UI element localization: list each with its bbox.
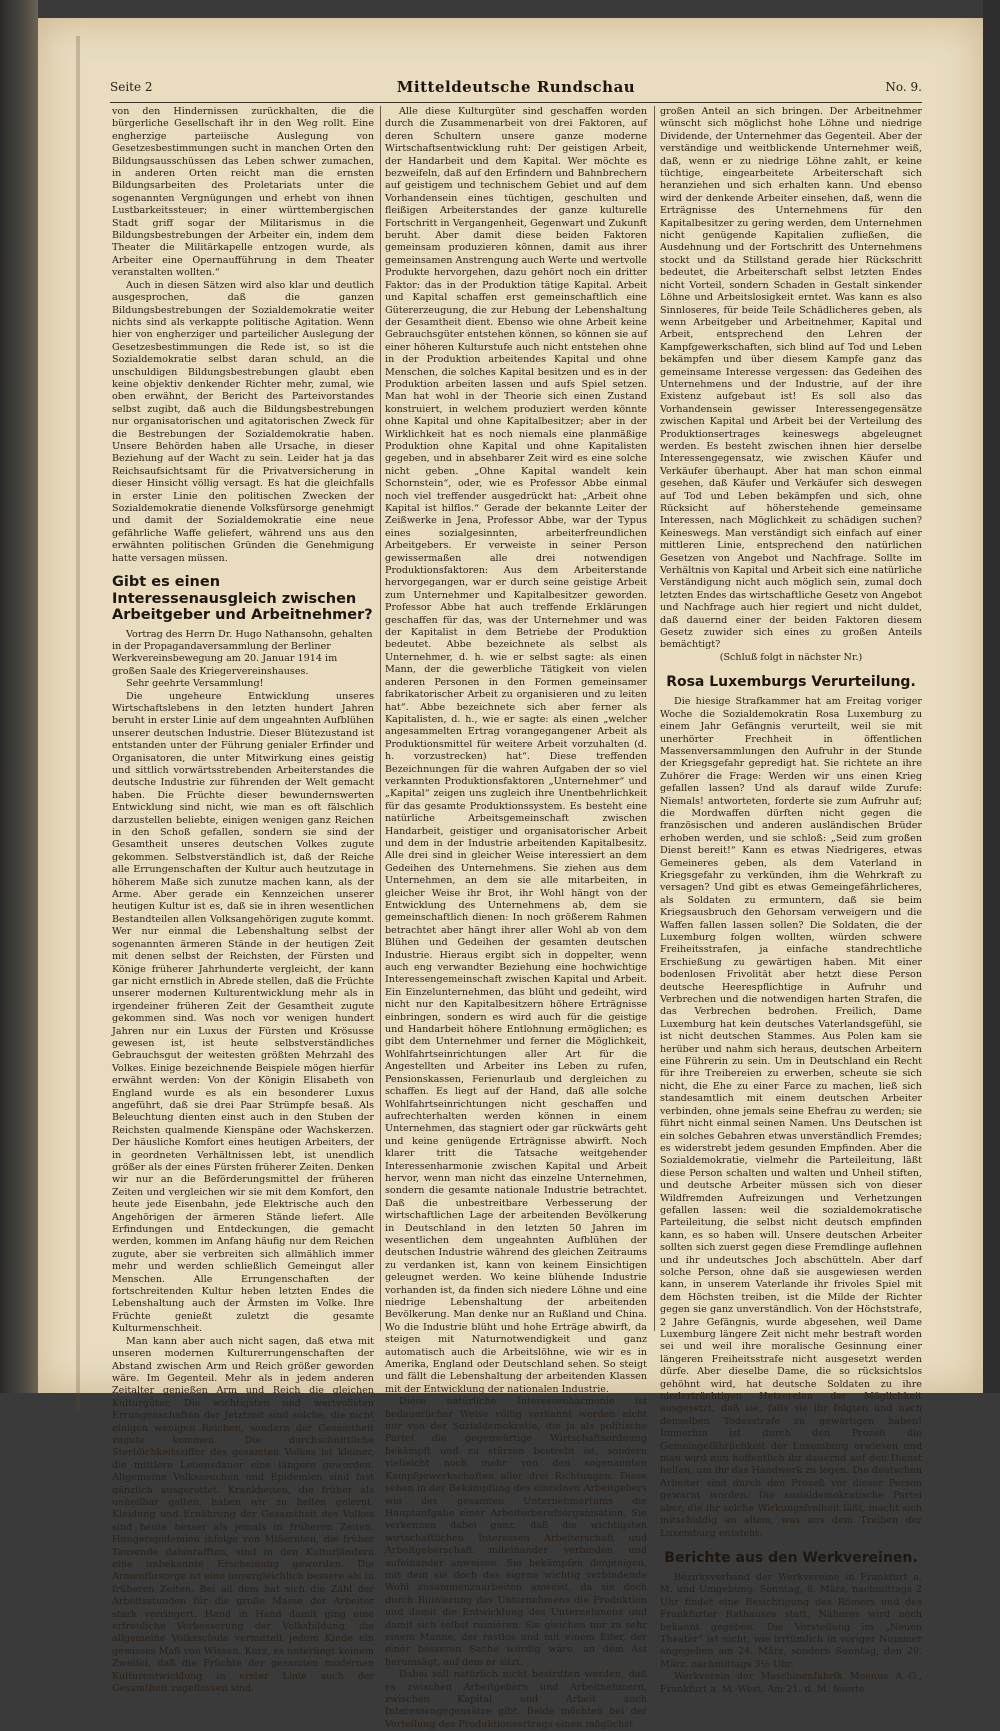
page-number: Seite 2: [110, 80, 153, 94]
article-heading: Rosa Luxemburgs Verurteilung.: [666, 674, 916, 691]
article-subheading: Vortrag des Herrn Dr. Hugo Nathansohn, gehalten in der Propagandaversammlung der Berliner Werkvereinsbewegung am 20. Januar 1914 im großen Saale des Kriegervereinshauses.: [112, 628, 373, 677]
section-heading: Berichte aus den Werkvereinen.: [664, 1549, 918, 1566]
column-2: [385, 106, 647, 1730]
paragraph: Dabei soll natürlich nicht bestritten werden, daß es zwischen Arbeitgebern und Arbeitnehmern, zwischen Kapital und Arbeit auch Interessengegensätze gibt. Beide möchten bei der Verteilung des Produktionsertrags einen möglichst: [385, 1669, 647, 1730]
continuation-note: (Schluß folgt in nächster Nr.): [719, 651, 863, 663]
paragraph: Man kann aber auch nicht sagen, daß etwa mit unseren modernen Kulturerrungenschaften der Abstand zwischen Arm und Reich größer geworden wäre. Im Gegenteil. Mehr als in jedem anderen Zeitalter genießen Arm und Reich die gleichen Kulturgüter. Die wichtigsten und wertvollsten Errungenschaften der Jetztzeit sind solche, die nicht einigen wenigen Reichen, sondern der Gesamtheit zugute kommen. Die durchschnittliche Sterblichkeitsziffer des gesamten Volkes ist kleiner, die mittlere Lebensdauer eine längere geworden. Allgemeine Volksseuchen und Epidemien sind fast gänzlich ausgerottet. Krankheiten, die früher als unheilbar galten, haben wir zu heilen gelernt. Kleidung und Ernährung der Gesamtheit des Volkes sind heute besser als jemals in früheren Zeiten. Hungerepidemien infolge von Mißernten, die früher Tausende dahinrafften, sind in den Kulturländern eine unbekannte Erscheinung geworden. Die Armenfürsorge ist eine unvergleichlich bessere als in früheren Zeiten. Bei all dem hat sich die Zahl der Arbeitsstunden für die große Masse der Arbeiter stark verringert. Hand in Hand damit ging eine erfreuliche Verbesserung der Volksbildung, die allgemeine Volksschule vermittelt jedem Kinde ein gewisses Maß von Wissen. Kurz, es unterliegt keinem Zweifel, daß die Früchte der gesamten modernen Kulturentwicklung in erster Linie auch der Gesamtheit zugeflossen sind.: [112, 1335, 374, 1695]
page-header: [110, 78, 922, 100]
paragraph: Sehr geehrte Versammlung!: [126, 678, 264, 690]
paragraph: Die ungeheure Entwicklung unseres Wirtschaftslebens in den letzten hundert Jahren beruht in erster Linie auf dem ungeahnten Aufblühen unserer deutschen Industrie. Dieser Blütezustand ist entstanden unter der Führung genialer Erfinder und Organisatoren, die unter Mitwirkung eines geistig und sittlich vorwärtsstrebenden Arbeiterstandes die deutsche Industrie zur führenden der Welt gemacht haben. Die Früchte dieser bewundernswerten Entwicklung sind nicht, wie man es oft fälschlich darzustellen beliebte, einigen wenigen ganz Reichen in den Schoß gefallen, sondern sie sind der Gesamtheit unseres deutschen Volkes zugute gekommen. Selbstverständlich ist, daß der Reiche alle Errungenschaften der Kultur auch heutzutage in höherem Maße sich zunutze machen kann, als der Arme. Aber gerade ein Kennzeichen unserer heutigen Kultur ist es, daß sie in ihren wesentlichen Bestandteilen allen Volksangehörigen zugute kommt. Wer nur einmal die Lebenshaltung selbst der sogenannten ärmeren Stände in der heutigen Zeit mit denen selbst der Reichsten, der Fürsten und Könige früherer Jahrhunderte vergleicht, der kann gar nicht ernstlich in Abrede stellen, daß die Früchte unserer modernen Kulturentwicklung mehr als in irgendeiner früheren Zeit der Gesamtheit zugute gekommen sind. Was noch vor wenigen hundert Jahren nur ein Luxus der Fürsten und Krösusse gewesen ist, ist heute selbstverständliches Gebrauchsgut der weitesten größten Mehrzahl des Volkes. Einige bezeichnende Beispiele mögen hierfür erwähnt werden: Von der Königin Elisabeth von England wurde es als ein besonderer Luxus angeführt, daß sie drei Paar Strümpfe besaß. Als Beleuchtung dienten einst auch in den Stuben der Reichsten qualmende Kienspäne oder Wachskerzen. Der häusliche Komfort eines heutigen Arbeiters, der in geordneten Verhältnissen lebt, ist unendlich größer als der eines Fürsten früherer Zeiten. Denken wir nur an die Beförderungsmittel der früheren Zeiten und vergleichen wir sie mit dem Komfort, den heute jede Eisenbahn, jede Elektrische auch den Angehörigen der ärmeren Stände liefert. Alle Erfindungen und Entdeckungen, die gemacht werden, kommen im Anfang häufig nur dem Reichen zugute, aber sie verbreiten sich allmählich immer mehr und werden schließlich Gemeingut aller Menschen. Alle Errungenschaften der fortschreitenden Kultur heben letzten Endes die Lebenshaltung auch der Ärmsten im Volke. Ihre Früchte genießt zuletzt die gesamte Kulturmenschheit.: [112, 690, 374, 1335]
masthead-title: Mitteldeutsche Rundschau: [396, 78, 636, 96]
page-gutter: [76, 36, 80, 1411]
column-3: [660, 106, 923, 1695]
paragraph: von den Hindernissen zurückhalten, die die bürgerliche Gesellschaft ihr in den Weg rollt. Eine engherzige parteiische Auslegung von Gesetzesbestimmungen sucht in manchen Orten den Bildungsausschüssen das Leben schwer zumachen, in anderen Orten reicht man die ernsten Bildungsarbeiten des Proletariats unter die sogenannten Vergnügungen und erhebt von ihnen Lustbarkeitssteuer; in einer württembergischen Stadt griff sogar der Militarismus in die Bildungsbestrebungen der Arbeiter ein, indem dem Theater die Militärkapelle entzogen wurde, als Arbeiter eine Opernaufführung in dem Theater veranstalten wollten.“: [112, 106, 374, 279]
book-binding: [0, 0, 38, 1393]
paragraph: Auch in diesen Sätzen wird also klar und deutlich ausgesprochen, daß die ganzen Bildungsbestrebungen der Sozialdemokratie weiter nichts sind als verkappte politische Agitation. Wenn hier von engherziger und parteilicher Auslegung der Gesetzesbestimmungen die Rede ist, so ist die Sozialdemokratie selbst daran schuld, an die unschuldigen Bildungsbestrebungen glaubt eben keine objektiv denkender Richter mehr, zumal, wie oben erwähnt, der Bericht des Parteivorstandes selbst zugibt, daß auch die Bildungsbestrebungen nur organisatorischen und agitatorischen Zweck für die Bestrebungen der Sozialdemokratie haben. Unsere Behörden haben alle Ursache, in dieser Beziehung auf der Wacht zu sein. Leider hat ja das Reichsaufsichtsamt für die Privatversicherung in dieser Hinsicht völlig versagt. Es hat die gleichfalls in erster Linie den politischen Zwecken der Sozialdemokratie dienende Volksfürsorge genehmigt und damit der Sozialdemokratie eine neue gefährliche Waffe geliefert, während uns aus den erwähnten politischen Gründen die Genehmigung hatte versagen müssen.: [112, 279, 374, 564]
paragraph: Diese natürliche Interessenharmonie ist bedauerlicher Weise völlig verkannt worden nicht nur von der Sozialdemokratie, die ja als politische Partei die gegenwärtige Wirtschaftsordnung bekämpft und zu stürzen bestrebt ist, sondern vielleicht noch mehr von den sogenannten Kampfgewerkschaften aller drei Richtungen. Diese sehen in der Bekämpfung des einzelnen Arbeitgebers wie des gesamten Unternehmertums die Hauptaufgabe einer Arbeiterberufsorganisation. Sie verkennen dabei ganz, daß die wichtigsten wirtschaftlichen Interessen Arbeiterschaft und Arbeitgeberschaft miteinander verbinden und aufeinander anweisen. Sie bekämpfen denjenigen, mit dem sie doch das eigene wichtig verbindende Wohl zusammenzuarbeiten anweist, da sie doch durch Ruinierung des Unternehmens die Produktion und damit die Entwicklung des Unternehmens und damit sich selbst ruinieren. Sie gleichen nur zu sehr einem Manne, der rastlos und mit einem Eifer, der einer besseren Sache würdig wäre, an dem Ast herumsägt, auf dem er sitzt.: [385, 1396, 647, 1668]
column-divider: [380, 106, 381, 1331]
paragraph: Bezirksverband der Werkvereine in Frankfurt a. M. und Umgebung. Sonntag, 8. März, nachmittags 2 Uhr findet eine Besichtigung des Römers und des Frankfurter Rathauses statt. Näheres wird noch bekannt gegeben. Die Vorstellung im „Neuen Theater“ ist nicht, wie irrtümlich in voriger Nummer angegeben am 24. März, sondern Sonntag, den 29. März, nachmittags 3½ Uhr.: [660, 1571, 922, 1670]
paragraph: Werkverein der Maschinenfabrik Moenus A.-G., Frankfurt a. M.-West. Am 21. d. M. feierte: [660, 1671, 922, 1695]
article-heading: Gibt es einen Interessenausgleich zwischen Arbeitgeber und Arbeitnehmer?: [112, 574, 373, 624]
paragraph: großen Anteil an sich bringen. Der Arbeitnehmer wünscht sich möglichst hohe Löhne und niedrige Dividende, der Unternehmer das Gegenteil. Aber der verständige und weitblickende Unternehmer weiß, daß, wenn er zu niedrige Löhne zahlt, er keine tüchtige, eingearbeitete Arbeiterschaft sich heranziehen und sich erhalten kann. Und ebenso wird der denkende Arbeiter einsehen, daß, wenn die Erträgnisse des Unternehmens für den Kapitalbesitzer zu gering werden, dem Unternehmen nicht genügende Kapitalien zufließen, die Ausdehnung und der Fortschritt des Unternehmens stockt und da Stillstand gerade hier Rückschritt bedeutet, die Arbeiterschaft selbst letzten Endes nicht Vorteil, sondern Schaden in Gestalt sinkender Löhne und Arbeitslosigkeit erntet. Was kann es also Sinnloseres, für beide Teile Schädlicheres geben, als wenn Arbeitgeber und Arbeitnehmer, Kapital und Arbeit, entsprechend den Lehren der Kampfgewerkschaften, sich blind auf Tod und Leben bekämpfen und über diesem Kampfe ganz das gemeinsame Interesse vergessen: das Gedeihen des Unternehmens und der Industrie, auf der ihre Existenz aufgebaut ist! Es soll also das Vorhandensein gewisser Interessengegensätze zwischen Kapital und Arbeit bei der Verteilung des Produktionsertrages keineswegs abgeleugnet werden. Es besteht zwischen ihnen hier derselbe Interessengegensatz, wie zwischen Käufer und Verkäufer überhaupt. Aber hat man schon einmal gesehen, daß Käufer und Verkäufer sich deswegen auf Tod und Leben bekämpfen und sich, ohne Rücksicht auf höherstehende gemeinsame Interessen, nach Möglichkeit zu schädigen suchen? Keineswegs. Man verständigt sich einfach auf einer mittleren Linie, entsprechend den natürlichen Gesetzen von Angebot und Nachfrage. Sollte im Verhältnis von Kapital und Arbeit sich eine natürliche Verständigung nicht auch möglich sein, zumal doch letzten Endes das wirtschaftliche Gesetz von Angebot und Nachfrage auch hier regiert und nicht duldet, daß dauernd einer der beiden Faktoren diesem Gesetz zuwider sich eines zu großen Anteils bemächtigt?: [660, 106, 922, 651]
column-divider: [654, 106, 655, 1331]
page-edge-shadow: [983, 0, 1000, 1393]
header-rule: [110, 102, 922, 103]
paragraph: Alle diese Kulturgüter sind geschaffen worden durch die Zusammenarbeit von drei Faktoren, auf deren Schultern unsere ganze moderne Wirtschaftsentwicklung ruht: Der geistigen Arbeit, der Handarbeit und dem Kapital. Wer möchte es bezweifeln, daß auf den Erfindern und Bahnbrechern auf geistigem und technischem Gebiet und auf dem Vorhandensein eines tüchtigen, geschulten und fleißigen Arbeiterstandes der ganze kulturelle Fortschritt in Vergangenheit, Gegenwart und Zukunft beruht. Aber damit diese beiden Faktoren gemeinsam produzieren können, damit aus ihrer gemeinsamen Anstrengung auch Werte und wertvolle Produkte hervorgehen, dazu gehört noch ein dritter Faktor: das in der Produktion tätige Kapital. Arbeit und Kapital schaffen erst gemeinschaftlich eine Gütererzeugung, die zur Hebung der Lebenshaltung der Gesamtheit dient. Ebenso wie ohne Arbeit keine Gebrauchsgüter entstehen können, so können sie auf einer höheren Kulturstufe auch nicht entstehen ohne in der Produktion arbeitendes Kapital und ohne Menschen, die solches Kapital besitzen und es in der Produktion arbeiten lassen und aufs Spiel setzen. Man hat wohl in der Theorie sich einen Zustand konstruiert, in welchem produziert werden könnte ohne Kapital und ohne Kapitalbesitzer; aber in der Wirklichkeit hat es noch niemals eine planmäßige Produktion ohne Kapital und ohne Kapitalisten gegeben, und in absehbarer Zeit wird es eine solche nicht geben. „Ohne Kapital wandelt kein Schornstein“, oder, wie es Professor Abbe einmal noch viel treffender ausgedrückt hat: „Arbeit ohne Kapital ist hilflos.“ Gerade der bekannte Leiter der Zeißwerke in Jena, Professor Abbe, war der Typus eines sozialgesinnten, arbeiterfreundlichen Arbeitgebers. Er verweiste in seiner Person gewissermaßen alle drei notwendigen Produktionsfaktoren: Aus dem Arbeiterstande hervorgegangen, war er durch seine geistige Arbeit zum Unternehmer und Kapitalbesitzer geworden. Professor Abbe hat auch treffende Erklärungen geschaffen für das, was der Unternehmer und was der Kapitalist in dem Betriebe der Produktion bedeutet. Abbe bezeichnete als selbst als Unternehmer, d. h. wie er selbst sagte: als einen Mann, der die gewerbliche Tätigkeit von vielen anderen Personen in den Formen gemeinsamer fabrikatorischer Arbeit zu organisieren und zu leiten hat“. Abbe bezeichnete sich aber ferner als Kapitalisten, d. h., wie er sagte: als einen „welcher angesammelten Ertrag vorangegangener Arbeit als Produktionsmittel für weitere Arbeit vorzuhalten (d. h. vorzustrecken) hat“. Diese treffenden Bezeichnungen für die wahren Aufgaben der so viel verkannten Produktionsfaktoren „Unternehmer“ und „Kapital“ zeigen uns zugleich ihre Unentbehrlichkeit für das gesamte Produktionssystem. Es besteht eine natürliche Arbeitsgemeinschaft zwischen Handarbeit, geistiger und organisatorischer Arbeit und dem in der Industrie arbeitenden Kapitalbesitz. Alle drei sind in gleicher Weise interessiert an dem Gedeihen des Unternehmens. Sie ziehen aus dem Unternehmen, an dem sie alle mitarbeiten, in gleicher Weise ihr Brot, ihr Wohl hängt von der Entwicklung des Unternehmens ab, dem sie gemeinschaftlich dienen: In noch größerem Rahmen betrachtet aber hängt ihrer aller Wohl ab von dem Blühen und Gedeihen der gesamten deutschen Industrie. Hieraus ergibt sich in doppelter, wenn auch eng verwandter Beziehung eine hochwichtige Interessengemeinschaft zwischen Kapital und Arbeit. Ein Einzelunternehmen, das blüht und gedeiht, wird nicht nur den Kapitalbesitzern höhere Erträgnisse einbringen, sondern es wird auch für die geistige und Handarbeit höhere Entlohnung ermöglichen; es gibt dem Unternehmer und ferner die Möglichkeit, Wohlfahrtseinrichtungen aller Art für die Angestellten und Arbeiter ins Leben zu rufen, Pensionskassen, Ferienurlaub und dergleichen zu schaffen. Es liegt auf der Hand, daß alle solche Wohlfahrtseinrichtungen nicht geschaffen und aufrechterhalten werden können in einem Unternehmen, das stagniert oder gar rückwärts geht und keine genügende Erträgnisse abwirft. Noch klarer tritt die Tatsache weitgehender Interessenharmonie zwischen Kapital und Arbeit hervor, wenn man nicht das einzelne Unternehmen, sondern die gesamte nationale Industrie betrachtet. Daß die unbestreitbare Verbesserung der wirtschaftlichen Lage der arbeitenden Bevölkerung in Deutschland in den letzten 50 Jahren im wesentlichen dem ungeahnten Aufblühen der deutschen Industrie während des gleichen Zeitraums zu verdanken ist, kann von keinem Einsichtigen geleugnet werden. Wo keine blühende Industrie vorhanden ist, da finden sich niedere Löhne und eine niedrige Lebenshaltung der arbeitenden Bevölkerung. Man denke nur an Rußland und China. Wo die Industrie blüht und hohe Erträge abwirft, da steigen mit Naturnotwendigkeit und ganz automatisch auch die Arbeitslöhne, wie wir es in Amerika, England oder Deutschland sehen. So steigt und fällt die Lebenshaltung der arbeitenden Klassen mit der Entwicklung der nationalen Industrie.: [385, 106, 647, 1395]
paragraph: Die hiesige Strafkammer hat am Freitag voriger Woche die Sozialdemokratin Rosa Luxemburg zu einem Jahr Gefängnis verurteilt, weil sie mit unerhörter Frechheit in öffentlichen Massenversammlungen den Aufruhr in der Stunde der Kriegsgefahr gepredigt hat. Sie richtete an ihre Zuhörer die Frage: Werden wir uns einen Krieg gefallen lassen? Und als darauf wilde Zurufe: Niemals! antworteten, forderte sie zum Aufruhr auf; die Mordwaffen dürften nicht gegen die französischen und anderen ausländischen Brüder erhoben werden, und sie schloß: „Seid zum großen Dienst bereit!“ Kann es etwas Niedrigeres, etwas Gemeineres geben, als dem Vaterland in Kriegsgefahr zu verkünden, ihm die Wehrkraft zu versagen? Und gibt es etwas Gemeingefährlicheres, als Soldaten zu ermuntern, daß sie beim Kriegsausbruch den Gehorsam verweigern und die Waffen fallen lassen sollen? Die Soldaten, die der Luxemburg folgen wollten, würden schwere Freiheitsstrafen, ja einfache standrechtliche Erschießung zu gewärtigen haben. Mit einer bodenlosen Frivolität aber hetzt diese Person deutsche Heerespflichtige in Aufruhr und Verbrechen und die notwendigen harten Strafen, die das Verbrechen bedrohen. Freilich, Dame Luxemburg hat kein deutsches Vaterlandsgefühl, sie ist nicht deutschen Stammes. Aus Polen kam sie herüber und nahm sich heraus, deutschen Arbeitern eine Führerin zu sein. Um in Deutschland ein Recht für ihre Treibereien zu erwerben, scheute sie sich nicht, die Ehe zu einer Farce zu machen, ließ sich standesamtlich mit einem deutschen Arbeiter verbinden, ohne jemals seine Ehefrau zu werden; sie führt nicht einmal seinen Namen. Uns Deutschen ist ein solches Gebahren etwas unverständlich Fremdes; es widerstrebt jedem gesunden Empfinden. Aber die Sozialdemokratie, vielmehr die Parteileitung, läßt diese Person schalten und walten und Unheil stiften, und deutsche Arbeiter müssen sich von dieser Wildfremden Aufreizungen und Verhetzungen gefallen lassen: weil die sozialdemokratische Parteileitung, die selbst nicht deutsch empfinden kann, es so haben will. Unsere deutschen Arbeiter sollten sich zuerst gegen diese Fremdlinge auflehnen und ihr undeutsches Joch abschütteln. Aber darf solche Person, ohne daß sie ausgewiesen werden kann, in unserem Vaterlande ihr frivoles Spiel mit dem Höchsten treiben, ist die Milde der Richter gegen sie ganz unverständlich. Von der Höchststrafe, 2 Jahre Gefängnis, wurde abgesehen, weil Dame Luxemburg längere Zeit nicht mehr bestraft worden sei und weil ihre moralische Gesinnung einer längeren Freiheitsstrafe nicht ausgesetzt werden dürfe. Aber dieselbe Dame, die so rücksichtslos gehöhnt wird, hat deutsche Soldaten zu ihre niederträchtigen Hetzereien der Möglichkeit ausgesetzt, daß sie, falls sie ihr folgten und nach denselben Todesstrafe zu gewärtigen haben! Immerhin ist durch den Prozeß die Gemeingefährlichkeit der Luxemburg erwiesen und man wird nun hoffentlich ihr dauernd auf den Dienst helfen, um ihr das Handwerk zu legen. Die deutschen Arbeiter sind durch den Prozeß vor dieser Person gewarnt worden. Die sozialdemokratische Partei aber, die ihr solche Wirkungsfreiheit läßt, macht sich mitschuldig an allem, was aus dem Treiben der Luxemburg entsteht.: [660, 696, 923, 1539]
column-1: [112, 106, 374, 1695]
issue-number: No. 9.: [885, 80, 922, 94]
